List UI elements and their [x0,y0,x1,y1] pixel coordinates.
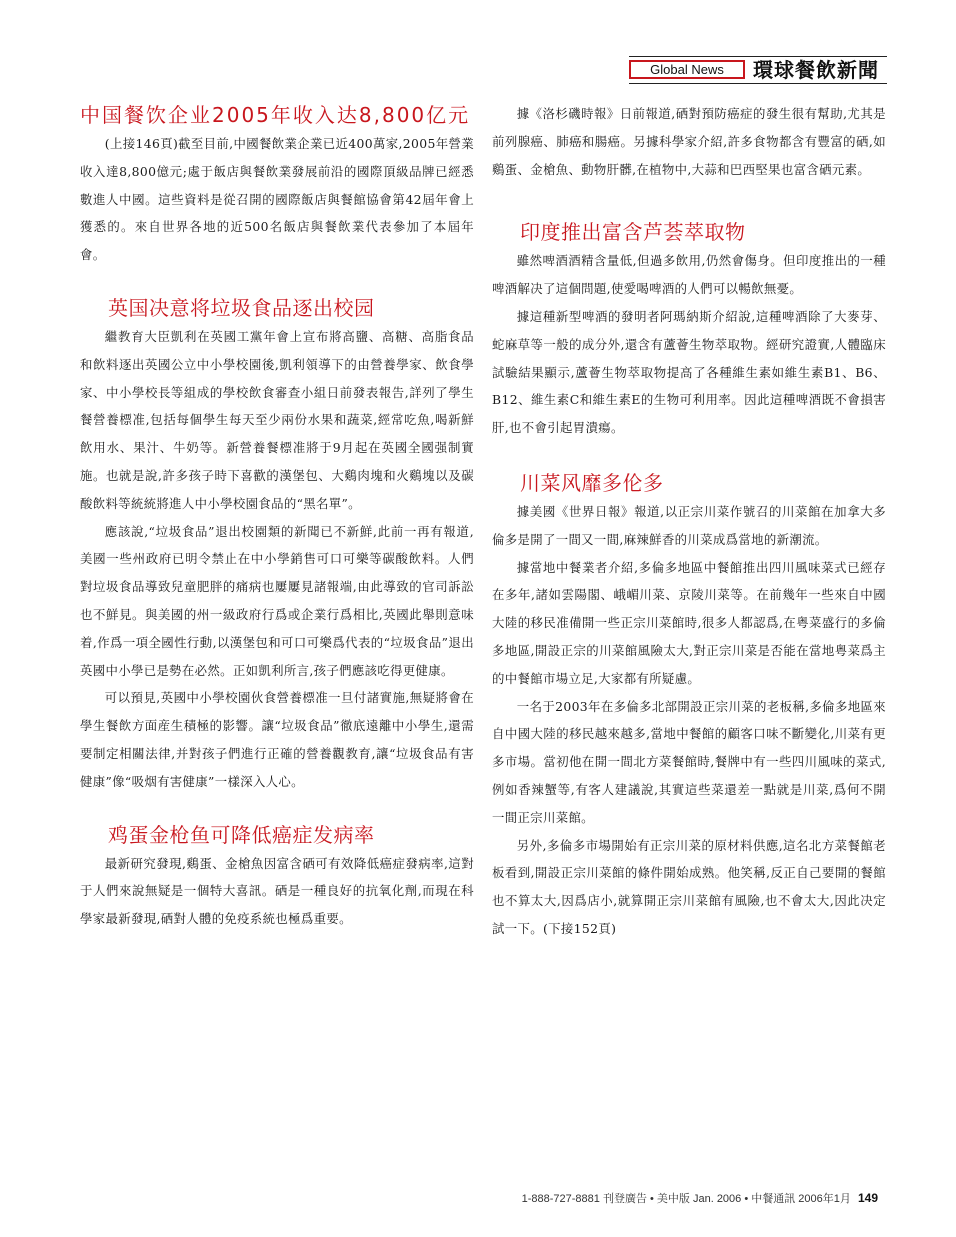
article-egg-tuna [80,820,474,933]
article-title: 印度推出富含芦荟萃取物 [520,220,746,245]
article-junk-food-uk [80,293,474,796]
article-title: 鸡蛋金枪鱼可降低癌症发病率 [108,822,375,847]
article-paragraph: 一名于2003年在多倫多北部開設正宗川菜的老板稱,多倫多地區來自中國大陸的移民越來越多,當地中餐館的顧客口味不斷變化,川菜有更多市場。當初他在開一間北方菜餐館時,餐牌中有一些四川風味的菜式,例如香辣蟹等,有客人建議說,其實這些菜還差一點就是川菜,爲何不開一間正宗川菜館。 [492,698,886,825]
article-catering-revenue [80,100,474,269]
article-paragraph: 據《洛杉磯時報》日前報道,硒對預防癌症的發生很有幫助,尤其是前列腺癌、肺癌和腸癌。另據科學家介紹,許多食物都含有豐富的硒,如鷄蛋、金槍魚、動物肝髒,在植物中,大蒜和巴西堅果也富含硒元素。 [492,106,886,177]
article-sichuan-toronto [492,468,886,943]
left-column [80,100,474,933]
page-footer [470,1190,878,1206]
footer-info: 1-888-727-8881 刊登廣告 • 美中版 Jan. 2006 • 中餐通訊 2006年1月 [521,1193,851,1205]
article-paragraph: 應該說,“垃圾食品”退出校園類的新聞已不新鮮,此前一再有報道,美國一些州政府已明令禁止在中小學銷售可口可樂等碳酸飲料。人們對垃圾食品導致兒童肥胖的痛病也屢屢見諸報端,由此導致的官司訴訟也不鮮見。與美國的州一級政府行爲或企業行爲相比,英國此舉則意味着,作爲一項全國性行動,以漢堡包和可口可樂爲代表的“垃圾食品”退出英國中小學已是勢在必然。正如凱利所言,孩子們應該吃得更健康。 [80,523,474,678]
article-title: 中国餐饮企业2005年收入达8,800亿元 [80,103,471,127]
article-paragraph: 繼教育大臣凱利在英國工黨年會上宣布將高鹽、高糖、高脂食品和飲料逐出英國公立中小學校園後,凱利領導下的由營養學家、飲食學家、中小學校長等組成的學校飲食審查小組日前發表報告,詳列了學生餐營養標准,包括每個學生每天至少兩份水果和蔬菜,經常吃魚,喝新鮮飲用水、果汁、牛奶等。新營養餐標准將于9月起在英國全國强制實施。也就是說,許多孩子時下喜歡的漢堡包、大鷄肉塊和火鷄塊以及碳酸飲料等統統將進人中小學校園食品的“黑名單”。 [80,328,474,511]
article-paragraph: (上接146頁)截至目前,中國餐飲業企業已近400萬家,2005年營業收入達8,800億元;處于飯店與餐飲業發展前沿的國際頂級品牌已經悉數進人中國。這些資料是從召開的國際飯店與餐館協會第42屆年會上獲悉的。來自世界各地的近500名飯店與餐飲業代表參加了本屆年會。 [80,136,474,263]
page-number: 149 [857,1191,878,1205]
article-paragraph: 最新研究發現,鷄蛋、金槍魚因富含硒可有效降低癌症發病率,這對于人們來說無疑是一個特大喜訊。硒是一種良好的抗氧化劑,而現在科學家最新發現,硒對人體的免疫系統也極爲重要。 [80,855,474,927]
article-india-beer [492,217,886,442]
article-paragraph: 雖然啤酒酒精含量低,但過多飲用,仍然會傷身。但印度推出的一種啤酒解决了這個問題,使愛喝啤酒的人們可以暢飲無憂。 [492,253,886,297]
article-paragraph: 據當地中餐業者介紹,多倫多地區中餐館推出四川風味菜式已經存在多年,諸如雲陽閣、峨嵋川菜、京陵川菜等。在前幾年一些來自中國大陸的移民准備開一些正宗川菜館時,很多人都認爲,在粤菜盛行的多倫多地區,開設正宗的川菜館風險太大,對正宗川菜是否能在當地粤菜爲主的中餐館市場立足,大家都有所疑慮。 [492,559,886,686]
article-title: 川菜风靡多伦多 [520,470,664,495]
article-egg-tuna-continued [492,100,886,183]
global-news-label: Global News [629,60,745,79]
section-title-chinese: 環球餐飲新聞 [753,58,879,82]
article-paragraph: 另外,多倫多市場開始有正宗川菜的原材料供應,這名北方菜餐館老板看到,開設正宗川菜館的條件開始成熟。他笑稱,反正自己要開的餐館也不算太大,因爲店小,就算開正宗川菜館有風險,也不會太大,因此决定試一下。(下接152頁) [492,837,886,936]
header-rule-bottom [629,83,887,84]
article-title: 英国决意将垃圾食品逐出校园 [108,295,375,320]
article-paragraph: 可以預見,英國中小學校園伙食營養標准一旦付諸實施,無疑將會在學生餐飲方面産生積極的影響。讓“垃圾食品”徹底遠離中小學生,還需要制定相關法律,并對孩子們進行正確的營養觀教育,讓“垃圾食品有害健康”像“吸烟有害健康”一樣深入人心。 [80,690,474,789]
article-paragraph: 據美國《世界日報》報道,以正宗川菜作號召的川菜館在加拿大多倫多是開了一間又一間,麻辣鮮香的川菜成爲當地的新潮流。 [492,503,886,547]
article-paragraph: 據這種新型啤酒的發明者阿瑪納斯介紹說,這種啤酒除了大麥芽、蛇麻草等一般的成分外,還含有蘆薈生物萃取物。經研究證實,人體臨床試驗結果顯示,蘆薈生物萃取物提高了各種維生素如維生素B1、B6、B12、維生素C和維生素E的生物可利用率。因此這種啤酒既不會損害肝,也不會引起胃潰瘍。 [492,308,886,436]
right-column [492,100,886,943]
page-header [629,56,887,84]
